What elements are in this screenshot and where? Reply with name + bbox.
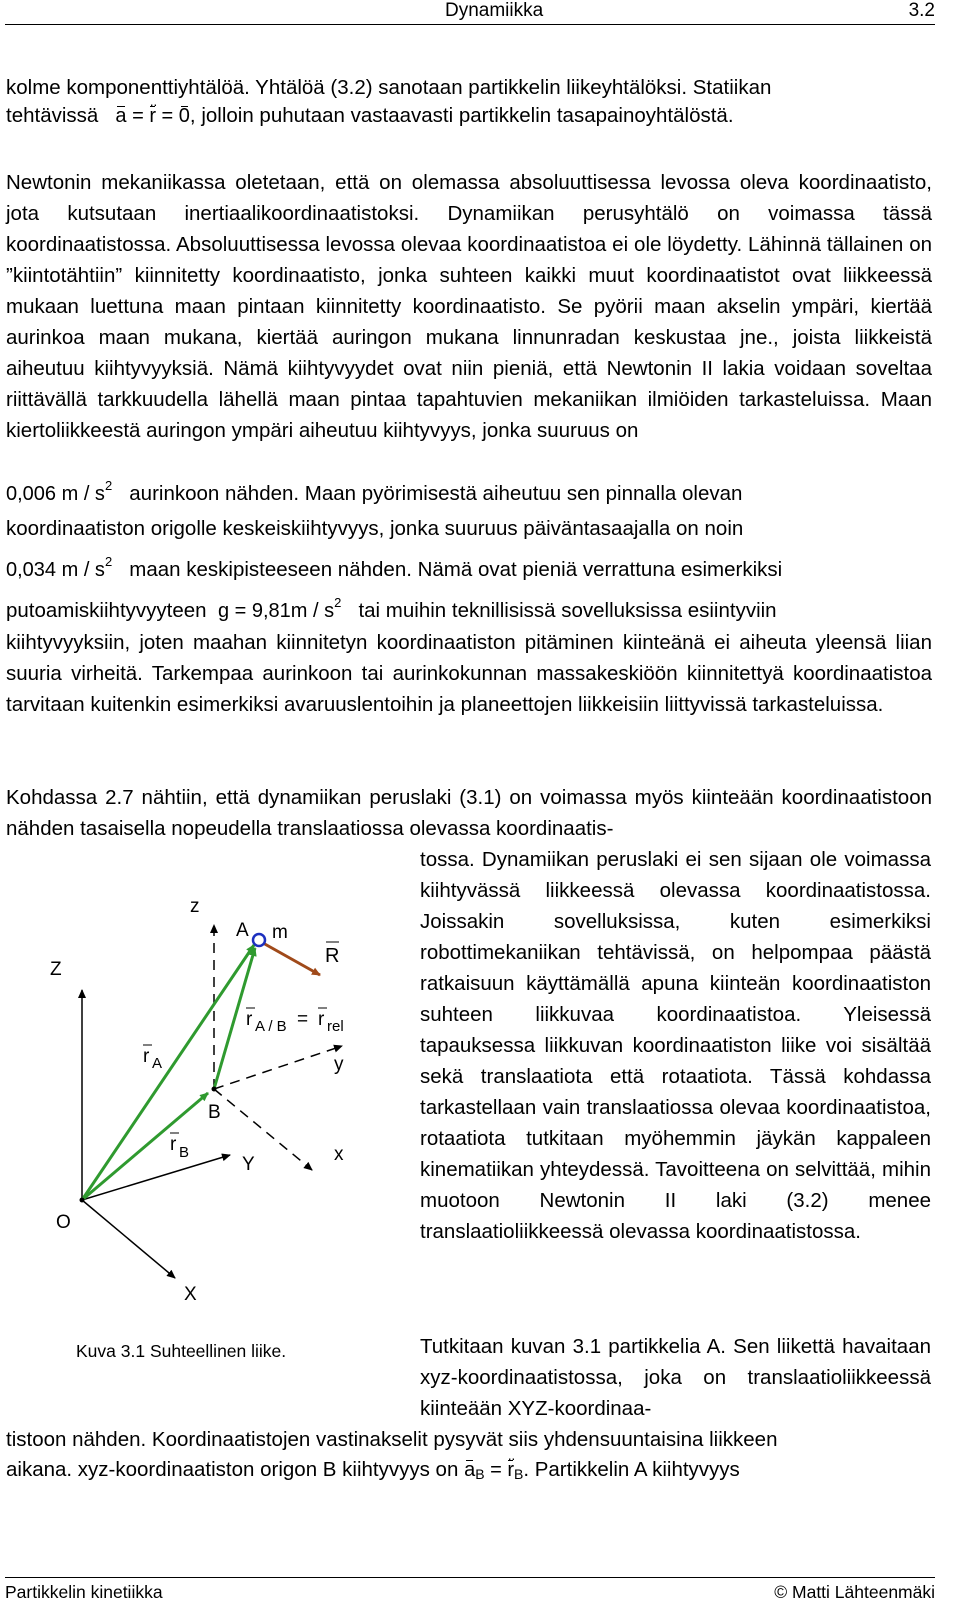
accel-sup-2: 2 xyxy=(104,554,113,569)
page-header xyxy=(5,0,935,25)
para2-body: Newtonin mekaniikassa oletetaan, että on olemassa absoluuttisessa levossa oleva koordinaatisto, jota kutsutaan inertiaalikoordinaatistoksi. Dynamiikan perusyhtälö on voimassa tässä koordinaatistossa. Absoluuttisessa levossa olevaa koordinaatistoa ei ole löydetty. Lähinnä tällainen on ”kiintotähtiin” kiinnitetty koordinaatisto, jonka suhteen kaikki muut koordinaatistot ovat liikkeessä mukaan luettuna maan pintaan kiinnitetty koordinaatisto. Se pyörii maan akselin ympäri, kiertää aurinkoa maan mukana, kiertää auringon mukana linnunradan keskustaa jne., joista liikkeistä aiheutuu kiihtyvyyksiä. Nämä kiihtyvyydet ovat niin pieniä, että Newtonin II lakia voidaan soveltaa riittävällä tarkkuudella lähellä maan pintaa tapahtuvien mekaniikan ilmiöiden tarkasteluissa. Maan kiertoliikkeestä auringon ympäri aiheutuu kiihtyvyys, jonka suuruus on xyxy=(6,171,932,442)
gravity-value: g = 9,81m / s xyxy=(217,600,335,622)
particle-A xyxy=(253,934,265,946)
para1-line2 xyxy=(6,104,734,128)
para4-last-post: . Partikkelin A kiihtyvyys xyxy=(523,1458,740,1481)
para2-mid2: koordinaatiston origolle keskeiskiihtyvyys, jonka suuruus päiväntasaajalla on noin xyxy=(6,517,744,540)
label-eq: = xyxy=(297,1009,309,1030)
gravity-sup: 2 xyxy=(334,595,342,610)
para3-side: tossa. Dynamiikan peruslaki ei sen sijaan ole voimassa kiihtyvässä liikkeessä olevassa koordinaatistossa. Joissakin sovelluksissa, kuten esimerkiksi robottimekaniikan tehtävissä, on helpompaa päästä ratkaisuun käyttämällä apuna kiinteän koordinaatiston suhteen liikkuvaa koordinaatistoa. Yleisessä tapauksessa liikkuvan koordinaatiston liike voi sisältää sekä translaatiota että rotaatiota. Tässä kohdassa tarkastellaan vain translaatiossa olevaa koordinaatistoa, rotaatiota tutkitaan myöhemmin jäykän kappaleen kinematiikan yhteydessä. Tavoitteena on selvittää, mihin muotoon Newtonin II laki (3.2) menee translaatioliikkeessä olevassa koordinaatistossa. xyxy=(420,848,931,1243)
vector-r-ddot: ·· r xyxy=(149,105,156,128)
label-x: x xyxy=(334,1144,344,1165)
para4-full: tistoon nähden. Koordinaatistojen vastinakselit pysyvät siis yhdensuuntaisina liikkeen xyxy=(6,1428,778,1451)
label-rA-sub: A xyxy=(152,1055,163,1072)
label-X: X xyxy=(184,1284,197,1305)
label-O: O xyxy=(56,1212,71,1233)
label-R: R xyxy=(325,945,340,967)
axis-X xyxy=(82,1200,175,1278)
label-m: m xyxy=(272,922,288,943)
header-page-number: 3.2 xyxy=(908,0,935,21)
label-y: y xyxy=(334,1054,344,1075)
para2-mid4: tai muihin teknillisissä sovelluksissa esiintyviin xyxy=(352,599,777,622)
label-rAB: r xyxy=(246,1009,253,1030)
figure-caption: Kuva 3.1 Suhteellinen liike. xyxy=(76,1341,287,1361)
header-title: Dynamiikka xyxy=(445,0,544,21)
accel-sup-1: 2 xyxy=(104,478,113,493)
footer-left: Partikkelin kinetiikka xyxy=(5,1582,163,1602)
vector-rB-ddot: ·· r xyxy=(507,1459,514,1482)
equals-3: = xyxy=(484,1459,508,1481)
label-Y: Y xyxy=(242,1154,255,1175)
label-rrel: r xyxy=(318,1009,325,1030)
page-footer xyxy=(5,1577,935,1606)
axis-y xyxy=(214,1046,342,1089)
label-rAB-sub: A / B xyxy=(255,1018,287,1035)
para4-side: Tutkitaan kuvan 3.1 partikkelia A. Sen liikettä havaitaan xyz-koordinaatistossa, joka on translaatioliikkeessä kiinteään XYZ-koordinaa- xyxy=(420,1335,931,1420)
para2-line-val2 xyxy=(6,554,782,582)
footer-right: © Matti Lähteenmäki xyxy=(774,1582,935,1602)
para2-pre3: putoamiskiihtyvyyteen xyxy=(6,599,213,622)
label-B: B xyxy=(208,1102,221,1123)
equals-2: = xyxy=(156,105,179,127)
para2-line-val3 xyxy=(6,595,777,623)
accel-value-2: 0,034 m / s xyxy=(6,559,105,581)
label-rA: r xyxy=(143,1046,150,1067)
para3-full: Kohdassa 2.7 nähtiin, että dynamiikan peruslaki (3.1) on voimassa myös kiinteään koordinaatistoon nähden tasaisella nopeudella translaatiossa olevassa koordinaatis- xyxy=(6,786,932,840)
label-rrel-sub: rel xyxy=(327,1018,344,1035)
accel-value-1: 0,006 m / s xyxy=(6,483,105,505)
vector-zero: 0 xyxy=(178,105,190,127)
equals-1: = xyxy=(126,105,150,127)
vector-aB: a xyxy=(464,1459,476,1481)
para1-post: , jolloin puhutaan vastaavasti partikkelin tasapainoyhtälöstä. xyxy=(189,104,734,127)
para4-last xyxy=(6,1458,740,1482)
para1-pre: tehtävissä xyxy=(6,104,99,127)
vector-rB-sub: B xyxy=(514,1466,524,1482)
origin-O xyxy=(80,1198,85,1203)
label-A: A xyxy=(236,920,249,941)
axis-Y xyxy=(82,1155,230,1200)
para4-last-pre: aikana. xyz-koordinaatiston origon B kiihtyvyys on xyxy=(6,1458,465,1481)
vector-rA xyxy=(82,945,254,1200)
para2-mid3: maan keskipisteeseen nähden. Nämä ovat pieniä verrattuna esimerkiksi xyxy=(123,558,783,581)
axis-x xyxy=(214,1089,312,1170)
para2-tail: kiihtyvyyksiin, joten maahan kiinnitetyn koordinaatiston pitäminen kiinteänä ei aiheuta yleensä liian suuria virheitä. Tarkempaa aurinkoon tai aurinkokunnan massakeskiöön kiinnitettyä koordinaatistoa tarvitaan kuitenkin esimerkiksi avaruuslentoihin ja planeettojen liikkeisiin liittyvissä tarkasteluissa. xyxy=(6,631,932,716)
label-rB: r xyxy=(170,1134,177,1155)
label-rB-sub: B xyxy=(179,1144,190,1161)
vector-a: a xyxy=(115,105,127,127)
relative-motion-figure xyxy=(0,880,410,1320)
para2-line-val1 xyxy=(6,478,742,506)
origin-B xyxy=(212,1087,217,1092)
vector-R xyxy=(263,943,320,975)
vector-aB-sub: B xyxy=(475,1466,485,1482)
label-z: z xyxy=(190,896,200,917)
para2-mid1: aurinkoon nähden. Maan pyörimisestä aiheutuu sen pinnalla olevan xyxy=(123,482,743,505)
label-Z: Z xyxy=(50,959,62,980)
para1-line1: kolme komponenttiyhtälöä. Yhtälöä (3.2) sanotaan partikkelin liikeyhtälöksi. Statiikan xyxy=(6,76,772,99)
